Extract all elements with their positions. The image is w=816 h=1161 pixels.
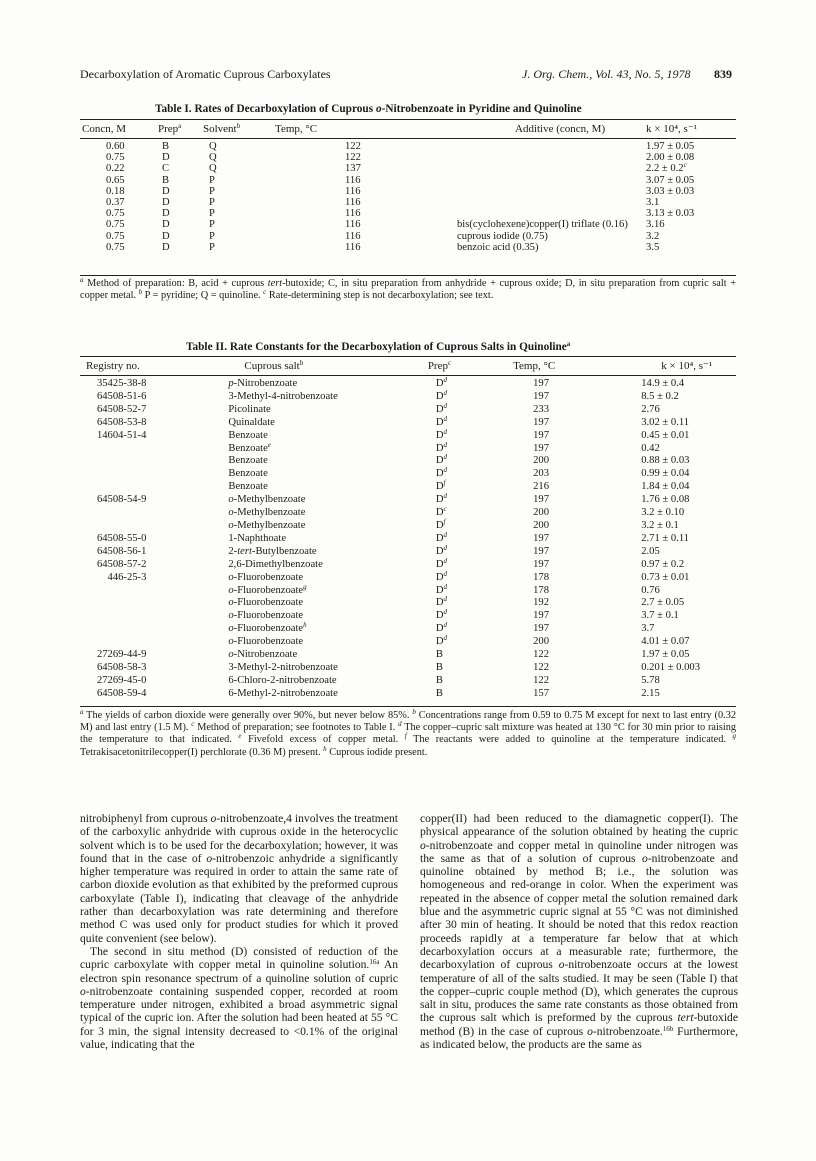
- table-row: [80, 468, 736, 481]
- cell-solvent: Q: [209, 152, 217, 164]
- cell-registry: 27269-45-0: [96, 674, 147, 686]
- cell-additive: [457, 175, 646, 186]
- cell-k: 1.84 ± 0.04: [641, 481, 690, 493]
- cell-salt: o-Methylbenzoate: [228, 519, 306, 531]
- cell-temp: 197: [533, 545, 549, 557]
- cell-k: 2.7 ± 0.05: [641, 597, 685, 609]
- table-row: [80, 675, 736, 688]
- cell-registry: [80, 455, 154, 468]
- cell-k: 3.2: [646, 230, 660, 242]
- cell-prep: D: [162, 208, 170, 220]
- cell-temp: 197: [533, 390, 549, 402]
- cell-salt: Benzoate: [228, 455, 268, 467]
- table-row: [80, 520, 736, 533]
- cell-solvent: P: [209, 208, 215, 220]
- cell-prep: B: [435, 674, 443, 686]
- page-number: 839: [714, 67, 732, 81]
- table2-header-rule: [80, 375, 736, 376]
- cell-registry: [80, 610, 154, 623]
- cell-concn: 0.60: [106, 141, 125, 152]
- cell-k: 2.15: [641, 687, 660, 699]
- cell-salt: Benzoate: [228, 468, 268, 480]
- cell-salt: o-Fluorobenzoate: [228, 610, 304, 622]
- cell-additive: cuprous iodide (0.75): [457, 230, 548, 242]
- table-row: [80, 507, 736, 520]
- cell-k: 14.9 ± 0.4: [641, 378, 685, 389]
- table2-header-prep: Prep$^c$: [427, 359, 452, 372]
- body-right-column: [420, 812, 738, 1051]
- cell-temp: 200: [533, 455, 549, 467]
- cell-concn: 0.18: [106, 185, 125, 197]
- cell-temp: 203: [533, 468, 549, 480]
- cell-k: 0.88 ± 0.03: [641, 455, 690, 467]
- cell-salt: 6-Chloro-2-nitrobenzoate: [228, 674, 337, 686]
- cell-solvent: P: [209, 219, 215, 231]
- cell-salt: Picolinate: [228, 403, 271, 415]
- table-row: [80, 597, 736, 610]
- cell-prep: B: [162, 141, 170, 152]
- cell-prep: B: [435, 687, 443, 699]
- journal-citation: J. Org. Chem., Vol. 43, No. 5, 1978: [522, 67, 691, 81]
- cell-k: 2.71 ± 0.11: [641, 532, 690, 544]
- table1-body: [80, 136, 736, 253]
- cell-salt: 1-Naphthoate: [228, 532, 287, 544]
- cell-k: 1.76 ± 0.08: [641, 494, 690, 506]
- cell-concn: 0.37: [106, 197, 125, 209]
- cell-registry: [80, 585, 154, 598]
- cell-concn: 0.75: [106, 219, 125, 231]
- cell-prep: D: [162, 197, 170, 209]
- cell-salt: Quinaldate: [228, 416, 275, 428]
- cell-k: 2.05: [641, 545, 660, 557]
- cell-k: 3.2 ± 0.1: [641, 519, 679, 531]
- cell-k: 8.5 ± 0.2: [641, 390, 679, 402]
- table-row: [80, 649, 736, 662]
- cell-prep: $D^d$: [435, 466, 447, 480]
- cell-temp: 116: [345, 174, 361, 186]
- cell-concn: 0.65: [106, 174, 125, 186]
- table-row: [80, 391, 736, 404]
- cell-solvent: P: [209, 197, 215, 209]
- cell-k: 3.02 ± 0.11: [641, 416, 690, 428]
- cell-prep: $D^d$: [435, 453, 447, 467]
- table1-footnote: $^a$ Method of preparation: B, acid + cuprous tert-butoxide; C, in situ preparation from anhydride + cuprous oxide; D, in situ preparation from cupric salt + copper metal. $^b$ P = pyridine; Q = quinoline. $^c$ Rate-determining step is not decarboxylation; see text.: [80, 276, 736, 302]
- cell-prep: $D^d$: [435, 556, 447, 570]
- cell-k: 1.97 ± 0.05: [646, 141, 695, 152]
- cell-registry: [80, 443, 154, 456]
- cell-salt: o-Fluorobenzoate: [228, 597, 304, 609]
- cell-prep: B: [435, 649, 443, 661]
- cell-concn: 0.75: [106, 152, 125, 164]
- table-row: [80, 430, 736, 443]
- table-row: [80, 219, 736, 230]
- cell-prep: $D^d$: [435, 543, 447, 557]
- cell-temp: 216: [533, 481, 549, 493]
- table-row: [80, 481, 736, 494]
- cell-k: 0.201 ± 0.003: [641, 661, 701, 673]
- table1-header-prep: Prep$^a$: [158, 122, 182, 135]
- table2-top-rule: [80, 356, 736, 357]
- cell-registry: [80, 597, 154, 610]
- table-row: [80, 152, 736, 163]
- table1-header-solvent: Solvent$^b$: [203, 122, 241, 135]
- cell-k: 3.7 ± 0.1: [641, 610, 679, 622]
- cell-temp: 197: [533, 558, 549, 570]
- table1-header-k: k × 10⁴, s⁻¹: [646, 123, 697, 135]
- cell-temp: 122: [533, 649, 549, 661]
- cell-k: 4.01 ± 0.07: [641, 636, 690, 648]
- cell-prep: $D^d$: [435, 582, 447, 596]
- cell-registry: 64508-51-6: [96, 390, 147, 402]
- cell-temp: 197: [533, 378, 549, 389]
- cell-registry: 64508-52-7: [96, 403, 147, 415]
- table2: [80, 360, 736, 701]
- table-row: [80, 662, 736, 675]
- cell-additive: [457, 163, 646, 174]
- cell-concn: 0.75: [106, 230, 125, 242]
- table-row: [80, 417, 736, 430]
- cell-salt: Benzoate: [228, 481, 268, 493]
- table-row: [80, 208, 736, 219]
- cell-salt: 2,6-Dimethylbenzoate: [228, 558, 323, 570]
- cell-temp: 116: [345, 185, 361, 197]
- cell-additive: bis(cyclohexene)copper(I) triflate (0.16): [457, 219, 628, 231]
- cell-temp: 197: [533, 610, 549, 622]
- table2-bottom-rule: [80, 706, 736, 707]
- table1-header-additive: Additive (concn, M): [515, 123, 606, 135]
- cell-prep: $D^d$: [435, 440, 447, 454]
- cell-temp: 122: [345, 141, 361, 152]
- cell-temp: 200: [533, 636, 549, 648]
- cell-salt: 3-Methyl-2-nitrobenzoate: [228, 661, 338, 673]
- cell-temp: 157: [533, 687, 549, 699]
- cell-salt: 2-tert-Butylbenzoate: [228, 545, 317, 557]
- cell-temp: 116: [345, 208, 361, 220]
- cell-prep: $D^d$: [435, 492, 447, 506]
- cell-salt: 6-Methyl-2-nitrobenzoate: [228, 687, 338, 699]
- table-row: [80, 443, 736, 456]
- table-row: [80, 533, 736, 546]
- cell-temp: 116: [345, 241, 361, 253]
- cell-prep: $D^d$: [435, 530, 447, 544]
- cell-temp: 116: [345, 230, 361, 242]
- right-paragraph-1: copper(II) had been reduced to the diamagnetic copper(I). The physical appearance of the solution obtained by heating the cupric o-nitrobenzoate and copper metal in quinoline under nitrogen was the same as that of a solution of cuprous o-nitrobenzoate and quinoline obtained by method B; i.e., the solution was homogeneous and red-orange in color. When the experiment was repeated in the absence of copper metal the solution remained dark blue and the asymmetric cupric signal at 55 °C was not diminished after 30 min of heating. It should be noted that this redox reaction proceeds rapidly at a temperature far below that at which decarboxylation occurs at a measurable rate; furthermore, the decarboxylation of cuprous o-nitrobenzoate occurs at the lowest temperature of all of the salts studied. It may be seen (Table I) that the copper–cupric couple method (D), which generates the cuprous salt in situ, produces the same rate constants as those obtained from the cuprous salt which is preformed by the cuprous tert-butoxide method (B) in the case of cuprous o-nitrobenzoate.$^{16b}$ Furthermore, as indicated below, the products are the same as: [420, 812, 739, 1052]
- body-left-column: [80, 812, 398, 1051]
- cell-temp: 122: [345, 152, 361, 164]
- cell-registry: 64508-57-2: [96, 558, 147, 570]
- cell-salt: Benzoate$^e$: [228, 440, 271, 454]
- cell-prep: $D^d$: [435, 401, 447, 415]
- table2-body: [80, 373, 736, 701]
- table2-header-k: k × 10⁴, s⁻¹: [661, 360, 713, 372]
- table2-footnote: $^a$ The yields of carbon dioxide were generally over 90%, but never below 85%. $^b$ Concentrations range from 0.59 to 0.75 M except for next to last entry (0.32 M) and last entry (1.5 M). $^c$ Method of preparation; see footnotes to Table I. $^d$ The copper–cupric salt mixture was heated at 130 °C for 30 min prior to raising the temperature to that indicated. $^e$ Fivefold excess of copper metal. $^f$ The reactants were added to quinoline at the temperature indicated. $^g$ Tetrakisacetonitrilecopper(I) perchlorate (0.36 M) present. $^h$ Cuprous iodide present.: [80, 708, 737, 758]
- cell-registry: 446-25-3: [107, 571, 147, 583]
- cell-k: 0.42: [641, 442, 660, 454]
- table1-header-temp: Temp, °C: [275, 123, 318, 135]
- cell-k: 2.00 ± 0.08: [646, 152, 695, 164]
- cell-solvent: P: [209, 230, 215, 242]
- cell-salt: o-Fluorobenzoate: [228, 571, 304, 583]
- cell-registry: [80, 468, 154, 481]
- table-row: [80, 572, 736, 585]
- table2-header-row: [80, 360, 736, 373]
- cell-prep: $D^d$: [435, 427, 447, 441]
- cell-concn: 0.75: [106, 208, 125, 220]
- table2-caption: Table II. Rate Constants for the Decarboxylation of Cuprous Salts in Quinoline$^a$: [186, 340, 571, 353]
- cell-prep: $D^f$: [435, 517, 446, 531]
- cell-salt: o-Fluorobenzoate: [228, 636, 304, 648]
- table1: [80, 123, 736, 253]
- cell-registry: 64508-55-0: [96, 532, 147, 544]
- table1-caption: Table I. Rates of Decarboxylation of Cuprous o-Nitrobenzoate in Pyridine and Quinoline: [155, 103, 582, 115]
- table-row: [80, 455, 736, 468]
- table-row: [80, 636, 736, 649]
- table-row: [80, 163, 736, 174]
- cell-prep: C: [162, 163, 170, 175]
- cell-concn: 0.75: [106, 241, 125, 253]
- left-paragraph-1: nitrobiphenyl from cuprous o-nitrobenzoate,4 involves the treatment of the carboxylic anhydride with cuprous oxide in the heterocyclic solvent which is to be used for the decarboxylation; however, it was found that in the case of o-nitrobenzoic anhydride a significantly higher temperature was required in order to attain the same rate of carbon dioxide evolution as that exhibited by the preformed cuprous carboxylate (Table I), indicating that cleavage of the anhydride rather than decarboxylation was rate determining and therefore method C was used only for product studies for which it proved quite convenient (see below).: [80, 812, 398, 945]
- cell-temp: 197: [533, 623, 549, 635]
- cell-prep: $D^f$: [435, 479, 446, 493]
- cell-concn: 0.22: [106, 163, 125, 175]
- cell-registry: 64508-54-9: [96, 494, 147, 506]
- cell-salt: p-Nitrobenzoate: [228, 378, 298, 389]
- cell-salt: o-Fluorobenzoate$^g$: [228, 582, 307, 596]
- table1-bottom-rule: [80, 275, 736, 276]
- cell-k: 3.13 ± 0.03: [646, 208, 695, 220]
- cell-prep: D: [162, 241, 170, 253]
- table2-header-registry: Registry no.: [86, 360, 140, 372]
- cell-prep: $D^d$: [435, 414, 447, 428]
- table-row: [80, 585, 736, 598]
- table-row: [80, 197, 736, 208]
- cell-temp: 122: [533, 661, 549, 673]
- cell-k: 3.7: [641, 623, 655, 635]
- cell-registry: 14604-51-4: [96, 429, 147, 441]
- cell-temp: 178: [533, 571, 549, 583]
- cell-salt: o-Fluorobenzoate$^h$: [228, 621, 307, 635]
- cell-k: 3.5: [646, 241, 660, 253]
- cell-temp: 200: [533, 507, 549, 519]
- cell-registry: 64508-53-8: [96, 416, 147, 428]
- cell-registry: [80, 507, 154, 520]
- cell-registry: 27269-44-9: [96, 649, 147, 661]
- cell-temp: 197: [533, 429, 549, 441]
- cell-prep: B: [435, 661, 443, 673]
- table-row: [80, 546, 736, 559]
- table-row: [80, 231, 736, 242]
- cell-temp: 116: [345, 219, 361, 231]
- cell-prep: $D^d$: [435, 376, 447, 389]
- cell-temp: 200: [533, 519, 549, 531]
- running-head-title: Decarboxylation of Aromatic Cuprous Carboxylates: [80, 67, 331, 81]
- table-row: [80, 623, 736, 636]
- cell-k: 0.99 ± 0.04: [641, 468, 690, 480]
- table-row: [80, 186, 736, 197]
- cell-solvent: P: [209, 174, 215, 186]
- cell-temp: 116: [345, 197, 361, 209]
- cell-salt: o-Nitrobenzoate: [228, 649, 298, 661]
- cell-prep: $D^d$: [435, 621, 447, 635]
- cell-k: 2.2 ± 0.2$^c$: [646, 161, 687, 175]
- cell-prep: $D^d$: [435, 595, 447, 609]
- cell-k: 3.2 ± 0.10: [641, 507, 685, 519]
- table-row: [80, 610, 736, 623]
- cell-temp: 197: [533, 416, 549, 428]
- cell-registry: 64508-59-4: [96, 687, 147, 699]
- table-row: [80, 404, 736, 417]
- table1-header-concn: Concn, M: [82, 123, 126, 135]
- cell-additive: [457, 152, 646, 163]
- cell-solvent: Q: [209, 141, 217, 152]
- cell-registry: 35425-38-8: [96, 378, 147, 389]
- table-row: [80, 242, 736, 253]
- cell-salt: o-Methylbenzoate: [228, 494, 306, 506]
- table2-header-salt: Cuprous salt$^b$: [244, 359, 304, 372]
- cell-additive: [457, 197, 646, 208]
- cell-prep: $D^d$: [435, 388, 447, 402]
- table1-header-row: [80, 123, 736, 136]
- cell-temp: 197: [533, 532, 549, 544]
- cell-temp: 197: [533, 494, 549, 506]
- cell-prep: B: [162, 174, 170, 186]
- cell-k: 3.1: [646, 197, 660, 209]
- cell-k: 2.76: [641, 403, 660, 415]
- table-row: [80, 559, 736, 572]
- cell-prep: D: [162, 230, 170, 242]
- cell-temp: 178: [533, 584, 549, 596]
- cell-k: 0.76: [641, 584, 660, 596]
- cell-k: 1.97 ± 0.05: [641, 649, 690, 661]
- table1-top-rule: [80, 119, 736, 120]
- left-paragraph-2: The second in situ method (D) consisted of reduction of the cupric carboxylate with copper metal in quinoline solution.$^{16a}$ An electron spin resonance spectrum of a quinoline solution of cupric o-nitrobenzoate containing suspended copper, recorded at room temperature under nitrogen, exhibited a broad asymmetric signal typical of the cupric ion. After the solution had been heated at 55 °C for 3 min, the signal intensity decreased to <0.1% of the original value, indicating that the: [80, 944, 398, 1052]
- cell-registry: 64508-58-3: [96, 661, 147, 673]
- cell-registry: [80, 623, 154, 636]
- cell-prep: D: [162, 219, 170, 231]
- cell-solvent: P: [209, 241, 215, 253]
- cell-salt: Benzoate: [228, 429, 268, 441]
- cell-k: 0.97 ± 0.2: [641, 558, 685, 570]
- cell-prep: $D^c$: [435, 505, 447, 519]
- cell-salt: 3-Methyl-4-nitrobenzoate: [228, 390, 338, 402]
- cell-solvent: Q: [209, 163, 217, 175]
- cell-solvent: P: [209, 185, 215, 197]
- cell-registry: [80, 636, 154, 649]
- table-row: [80, 175, 736, 186]
- cell-k: 3.07 ± 0.05: [646, 174, 695, 186]
- cell-temp: 137: [345, 163, 361, 175]
- table-row: [80, 494, 736, 507]
- cell-temp: 233: [533, 403, 549, 415]
- cell-k: 3.03 ± 0.03: [646, 185, 695, 197]
- cell-temp: 192: [533, 597, 549, 609]
- table1-header-rule: [80, 138, 736, 139]
- cell-k: 0.45 ± 0.01: [641, 429, 690, 441]
- cell-salt: o-Methylbenzoate: [228, 507, 306, 519]
- cell-additive: [457, 208, 646, 219]
- table-row: [80, 688, 736, 701]
- cell-prep: $D^d$: [435, 634, 447, 648]
- table2-header-temp: Temp, °C: [513, 360, 556, 372]
- cell-k: 0.73 ± 0.01: [641, 571, 690, 583]
- cell-additive: [457, 186, 646, 197]
- cell-temp: 122: [533, 674, 549, 686]
- cell-registry: [80, 481, 154, 494]
- cell-additive: benzoic acid (0.35): [457, 241, 539, 253]
- cell-prep: $D^d$: [435, 569, 447, 583]
- cell-registry: [80, 520, 154, 533]
- cell-prep: $D^d$: [435, 608, 447, 622]
- cell-prep: D: [162, 185, 170, 197]
- cell-k: 3.16: [646, 219, 665, 231]
- cell-prep: D: [162, 152, 170, 164]
- cell-registry: 64508-56-1: [96, 545, 147, 557]
- cell-k: 5.78: [641, 674, 660, 686]
- cell-temp: 197: [533, 442, 549, 454]
